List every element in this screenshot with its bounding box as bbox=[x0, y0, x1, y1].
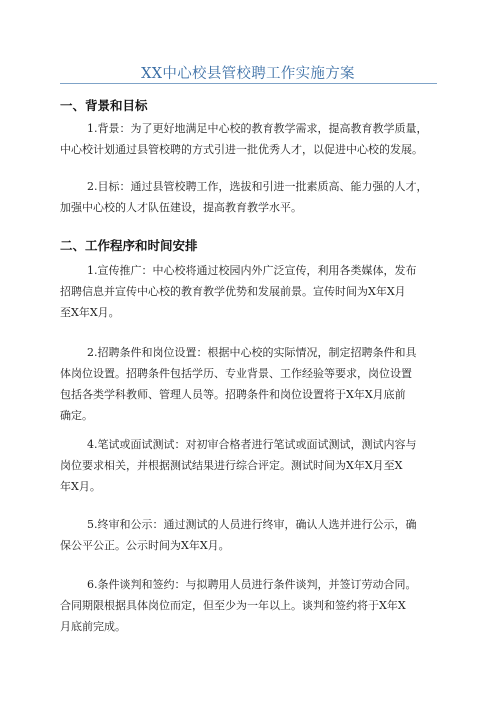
text-line: 岗位要求相关，并根据测试结果进行综合评定。测试时间为X年X月至X bbox=[60, 459, 403, 472]
text-line: 合同期限根据具体岗位而定，但至少为一年以上。谈判和签约将于X年X bbox=[60, 599, 406, 612]
text-line: 4.笔试或面试测试：对初审合格者进行笔试或面试测试，测试内容与 bbox=[87, 438, 417, 451]
text-line: 2.目标：通过县管校聘工作，选拔和引进一批素质高、能力强的人才， bbox=[87, 180, 428, 193]
text-line: 6.条件谈判和签约：与拟聘用人员进行条件谈判，并签订劳动合同。 bbox=[87, 578, 417, 591]
text-line: 保公平公正。公示时间为X年X月。 bbox=[60, 539, 230, 552]
paragraph-goal bbox=[60, 176, 440, 218]
paragraph-publicity bbox=[60, 260, 440, 323]
text-line: 月底前完成。 bbox=[60, 620, 126, 633]
document-title: XX中心校县管校聘工作实施方案 bbox=[141, 66, 355, 82]
paragraph-final-review bbox=[60, 514, 440, 556]
text-line: 中心校计划通过县管校聘的方式引进一批优秀人才，以促进中心校的发展。 bbox=[60, 143, 423, 156]
paragraph-background bbox=[60, 118, 440, 160]
text-line: 加强中心校的人才队伍建设，提高教育教学水平。 bbox=[60, 201, 302, 214]
text-line: 2.招聘条件和岗位设置：根据中心校的实际情况，制定招聘条件和具 bbox=[87, 346, 417, 359]
text-line: 招聘信息并宣传中心校的教育教学优势和发展前景。宣传时间为X年X月 bbox=[60, 285, 406, 298]
text-line: 确定。 bbox=[60, 409, 93, 422]
section-heading-procedure: 二、工作程序和时间安排 bbox=[60, 238, 198, 253]
paragraph-signing bbox=[60, 574, 440, 637]
section-heading-background: 一、背景和目标 bbox=[60, 98, 148, 113]
paragraph-testing bbox=[60, 434, 440, 497]
title-divider bbox=[60, 83, 437, 84]
paragraph-conditions bbox=[60, 342, 440, 426]
text-line: 1.宣传推广：中心校将通过校园内外广泛宣传，利用各类媒体，发布 bbox=[87, 264, 417, 277]
text-line: 年X月。 bbox=[60, 480, 101, 493]
text-line: 5.终审和公示：通过测试的人员进行终审，确认人选并进行公示，确 bbox=[87, 518, 417, 531]
text-line: 包括各类学科教师、管理人员等。招聘条件和岗位设置将于X年X月底前 bbox=[60, 388, 406, 401]
text-line: 1.背景：为了更好地满足中心校的教育教学需求，提高教育教学质量， bbox=[87, 122, 428, 135]
text-line: 至X年X月。 bbox=[60, 306, 120, 319]
text-line: 体岗位设置。招聘条件包括学历、专业背景、工作经验等要求，岗位设置 bbox=[60, 367, 412, 380]
